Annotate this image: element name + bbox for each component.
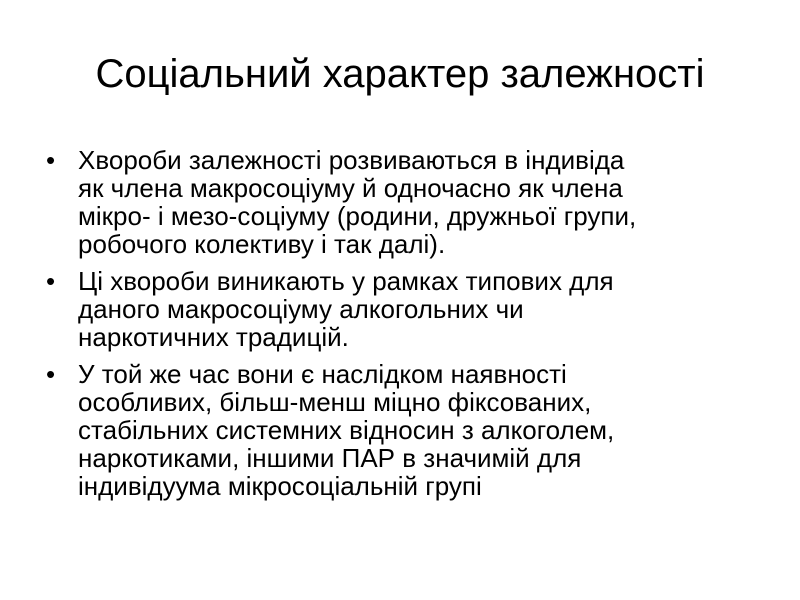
bullet-text-line: наркотичних традицій. xyxy=(78,322,349,352)
bullet-marker: • xyxy=(46,266,56,296)
bullet-text-line: наркотиками, іншими ПАР в значимій для xyxy=(78,443,582,473)
bullet-text-line: мікро- і мезо-соціуму (родини, дружньої групи, xyxy=(78,201,637,231)
bullet-list xyxy=(46,146,766,509)
bullet-text-line: особливих, більш-менш міцно фіксованих, xyxy=(78,387,592,417)
bullet-text-line: стабільних системних відносин з алкоголем, xyxy=(78,415,615,445)
bullet-text-line: індивідуума мікросоціальній групі xyxy=(78,471,482,501)
bullet-marker: • xyxy=(46,145,56,175)
bullet-item xyxy=(46,360,766,500)
bullet-text-line: як члена макросоціуму й одночасно як члена xyxy=(78,173,623,203)
bullet-text-line: У той же час вони є наслідком наявності xyxy=(78,359,567,389)
bullet-text-line: даного макросоціуму алкогольних чи xyxy=(78,294,524,324)
bullet-text-line: Хвороби залежності розвиваються в індивіда xyxy=(78,145,625,175)
slide-title: Соціальний характер залежності xyxy=(95,52,705,96)
bullet-marker: • xyxy=(46,359,56,389)
bullet-item xyxy=(46,146,766,258)
bullet-text-line: робочого колективу і так далі). xyxy=(78,229,446,259)
bullet-item xyxy=(46,267,766,351)
bullet-text-line: Ці хвороби виникають у рамках типових для xyxy=(78,266,614,296)
